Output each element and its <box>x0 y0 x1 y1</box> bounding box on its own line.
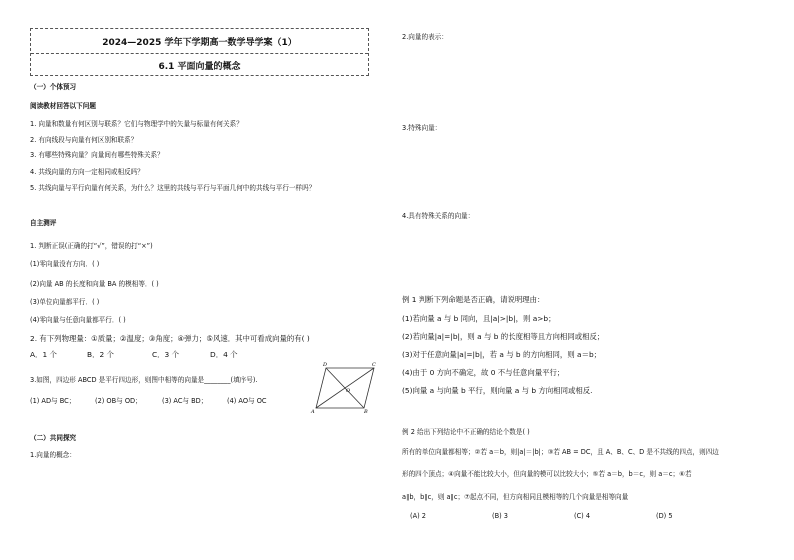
example-1-item-1: (1)若向量 a 与 b 同向，且|a|>|b|，则 a>b； <box>402 314 556 323</box>
worksheet-title: 2024—2025 学年下学期高一数学导学案（1） <box>102 38 297 48</box>
vector-representation: 2.向量的表示： <box>402 33 448 41</box>
parallelogram-option-2: (2) OB与 OD； <box>95 397 142 405</box>
lesson-title: 6.1 平面向量的概念 <box>158 62 241 72</box>
judge-item-2: (2)向量 AB 的长度和向量 BA 的模相等．( ) <box>30 280 159 288</box>
question-4: 4. 共线向量的方向一定相同或相反吗？ <box>30 168 144 176</box>
judge-item-3: (3)单位向量都平行．( ) <box>30 298 100 306</box>
concept-prompt: 1.向量的概念： <box>30 451 76 459</box>
judge-title: 1. 判断正误(正确的打“√”，错误的打“×”) <box>30 242 153 250</box>
self-test-heading: 自主测评 <box>30 219 57 227</box>
example-2-option-d: (D) 5 <box>656 512 673 520</box>
section-preview-heading: （一）个体预习 <box>30 83 77 91</box>
question-5: 5. 共线向量与平行向量有何关系，为什么？这里的共线与平行与平面几何中的共线与平行一样吗？ <box>30 184 316 192</box>
label-b: B <box>364 409 368 414</box>
section-explore-heading: （二）共同探究 <box>30 434 77 442</box>
label-a: A <box>311 409 315 414</box>
parallelogram-option-1: (1) AD与 BC； <box>30 397 76 405</box>
question-3: 3. 有哪些特殊向量？向量间有哪些特殊关系？ <box>30 151 164 159</box>
example-2-title: 例 2 给出下列结论中不正确的结论个数是( ) <box>402 428 530 436</box>
example-2-line-3: a∥b，b∥c，则 a∥c；⑦起点不同，但方向相同且模相等的几个向量是相等向量 <box>402 493 629 501</box>
example-1-item-3: (3)对于任意向量|a|=|b|，若 a 与 b 的方向相同，则 a＝b； <box>402 350 602 359</box>
label-c: C <box>372 362 376 368</box>
question-1: 1. 向量和数量有何区别与联系？它们与物理学中的矢量与标量有何关系？ <box>30 120 243 128</box>
example-1-title: 例 1 判断下列命题是否正确，请说明理由： <box>402 295 545 304</box>
judge-item-4: (4)零向量与任意向量都平行．( ) <box>30 316 126 324</box>
label-d: D <box>323 362 328 368</box>
question-2: 2. 有向线段与向量有何区别和联系？ <box>30 136 138 144</box>
example-1-item-5: (5)向量 a 与向量 b 平行，则向量 a 与 b 方向相同或相反. <box>402 386 593 395</box>
title-box <box>30 28 369 76</box>
parallelogram-option-3: (3) AC与 BD； <box>162 397 208 405</box>
option-b: B．2 个 <box>87 350 114 359</box>
example-2-option-c: (C) 4 <box>574 512 591 520</box>
example-1-item-2: (2)若向量|a|=|b|，则 a 与 b 的长度相等且方向相同或相反； <box>402 332 605 341</box>
diagonal-bd <box>326 368 364 408</box>
option-c: C．3 个 <box>152 350 179 359</box>
option-d: D．4 个 <box>210 350 238 359</box>
example-1-item-4: (4)由于 0 方向不确定，故 0 不与任意向量平行； <box>402 368 565 377</box>
option-a: A．1 个 <box>30 350 57 359</box>
example-2-option-b: (B) 3 <box>492 512 508 520</box>
parallelogram-figure <box>308 360 380 414</box>
read-prompt: 阅读教材回答以下问题 <box>30 102 96 110</box>
question-parallelogram: 3.如图，四边形 ABCD 是平行四边形，则图中相等的向量是________(填序号). <box>30 376 258 384</box>
label-o: O <box>346 388 351 394</box>
special-relation-vectors: 4.具有特殊关系的向量： <box>402 212 475 220</box>
title-divider <box>31 53 368 54</box>
example-2-line-2: 形的四个顶点；④向量不能比较大小，但向量的模可以比较大小；⑤若 a＝b，b＝c，则 a＝c；⑥若 <box>402 470 692 478</box>
example-2-line-1: 所有的单位向量都相等；②若 a＝b，则|a|＝|b|；③若 AB = DC，且 A、B、C、D 是不共线的四点，则四边 <box>402 448 719 456</box>
example-2-option-a: (A) 2 <box>410 512 426 520</box>
question-physics: 2. 有下列物理量：①质量；②温度；③角度；④弹力；⑤风速．其中可看成向量的有( ) <box>30 334 310 343</box>
judge-item-1: (1)零向量没有方向．( ) <box>30 260 100 268</box>
parallelogram-option-4: (4) AO与 OC <box>227 397 267 405</box>
special-vectors: 3.特殊向量： <box>402 124 442 132</box>
